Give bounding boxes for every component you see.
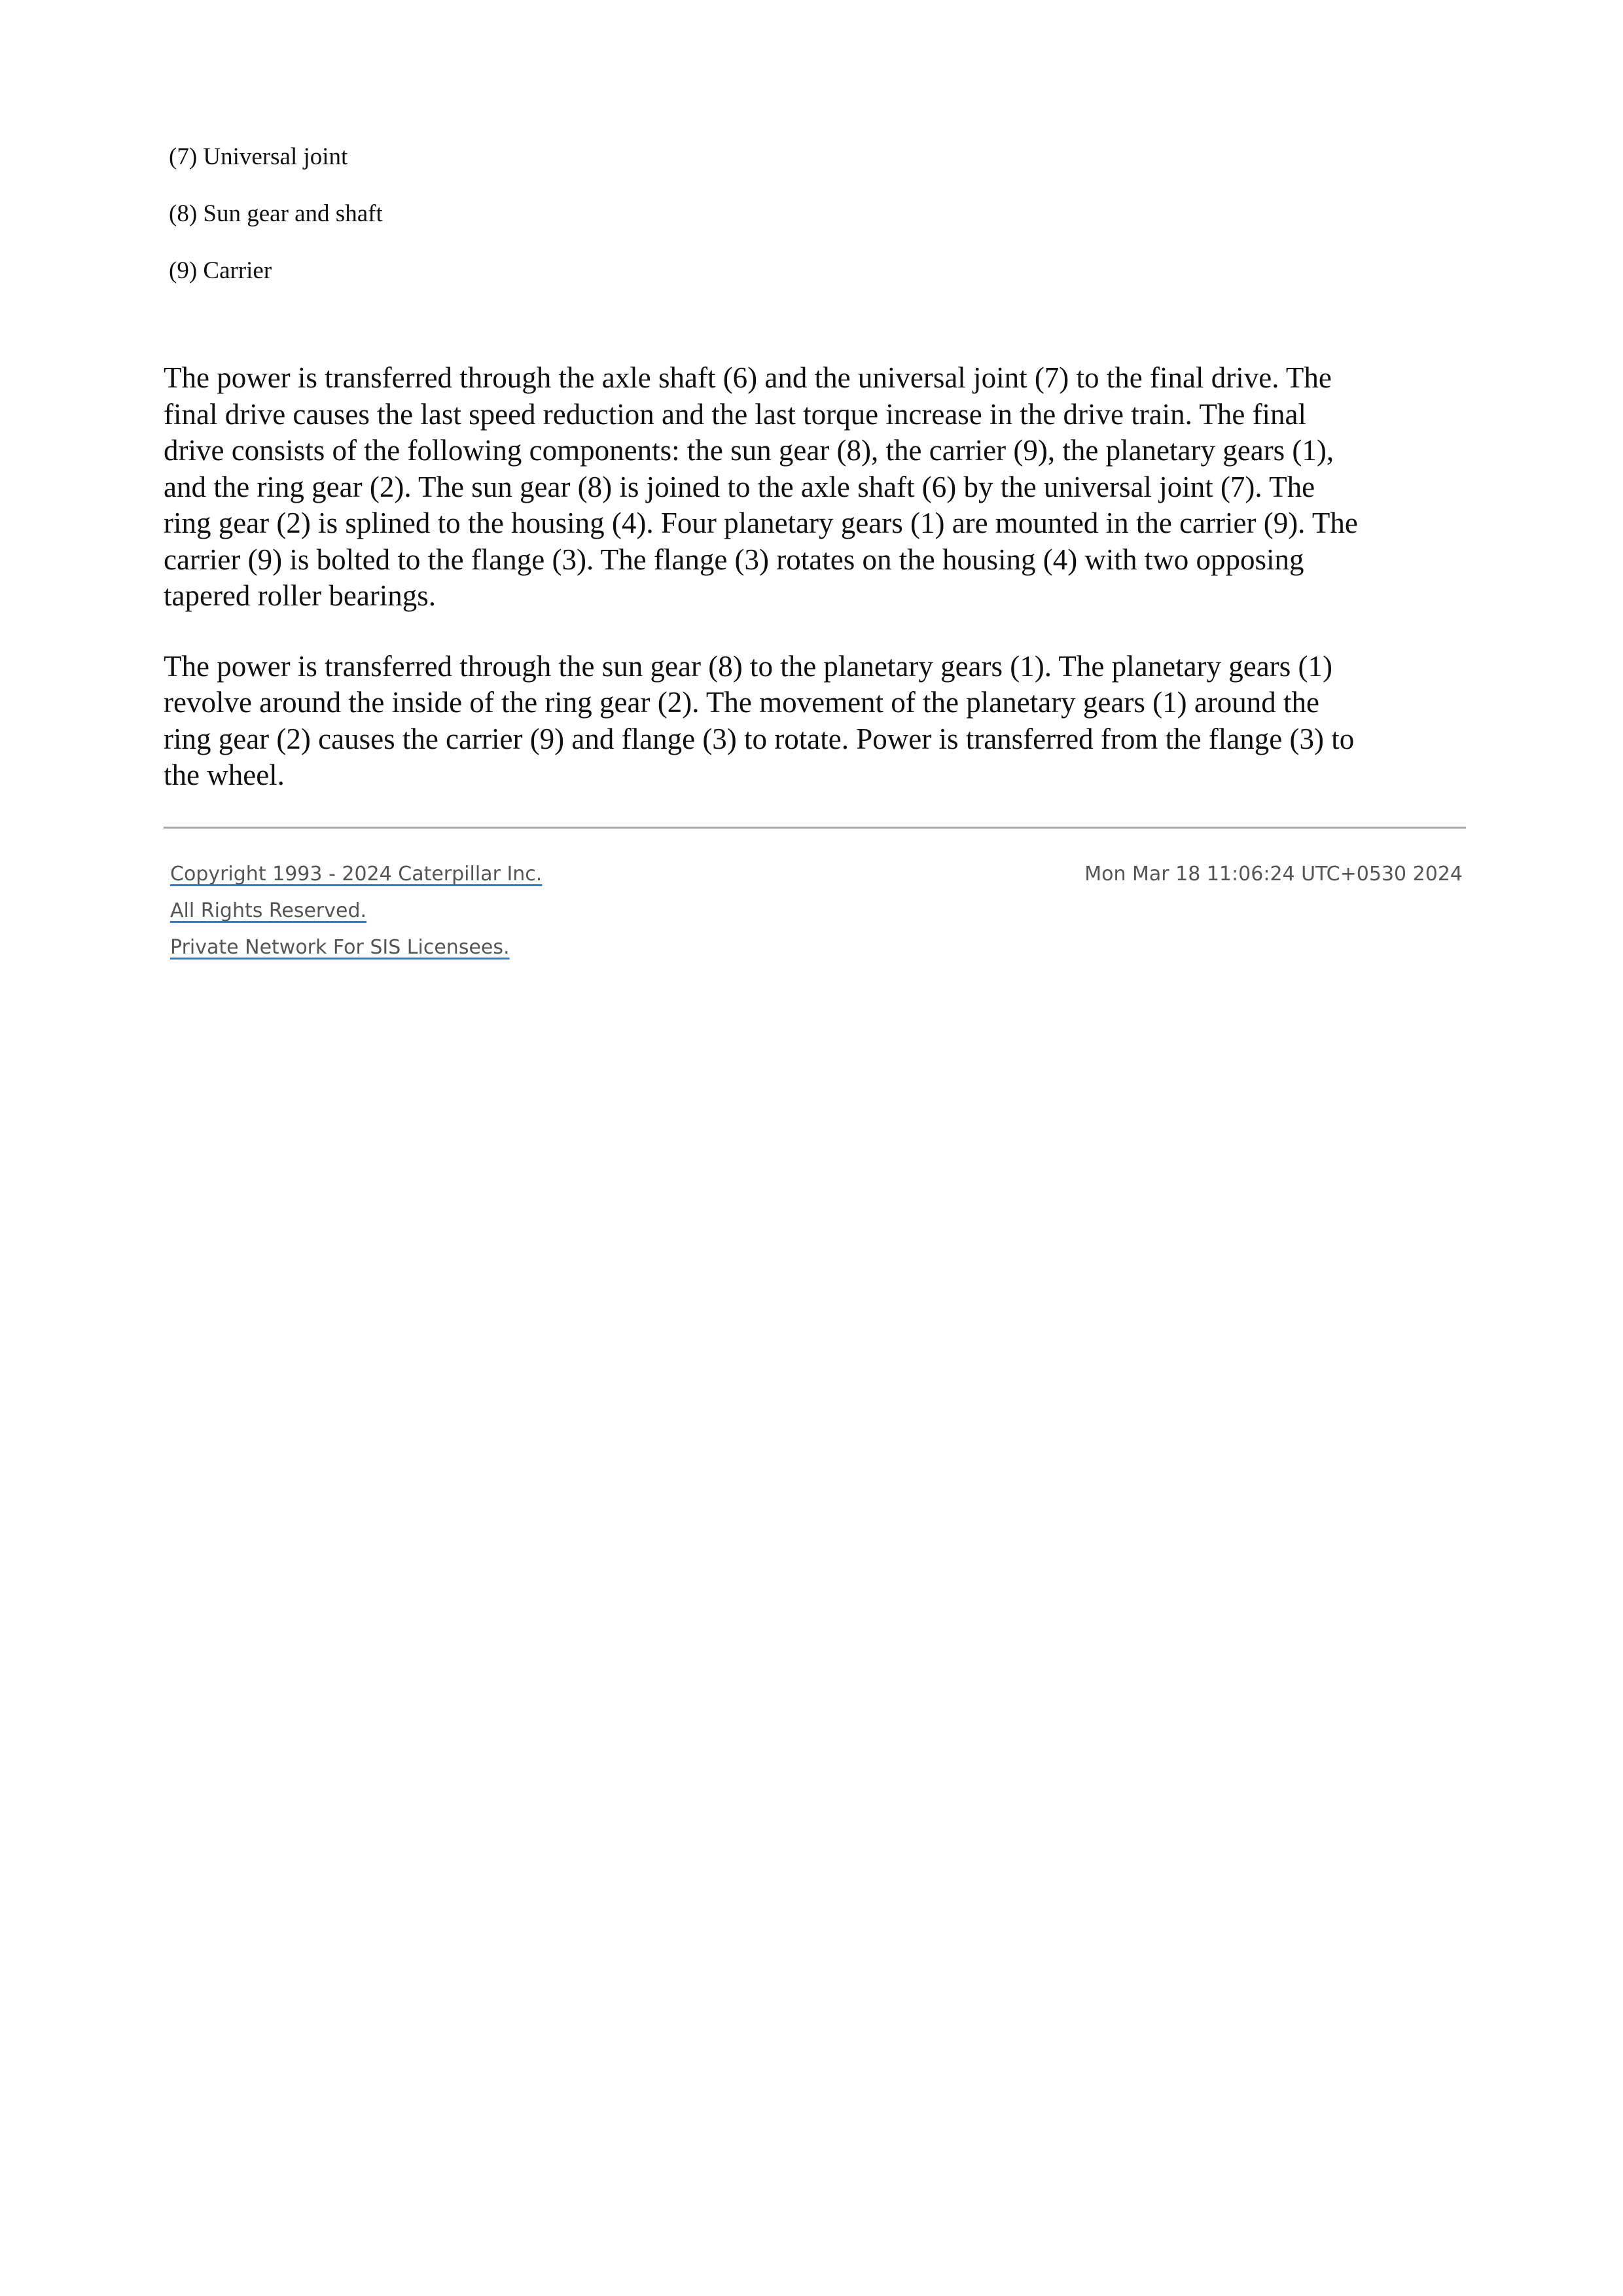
paragraph-power-flow — [164, 360, 1472, 615]
private-network-link[interactable]: Private Network For SIS Licensees. — [170, 936, 510, 959]
footer-links — [170, 863, 542, 973]
text-line: and the ring gear (2). The sun gear (8) is joined to the axle shaft (6) by the universal joint (7). The — [164, 470, 1315, 503]
parts-legend — [169, 143, 954, 314]
text-line: ring gear (2) causes the carrier (9) and flange (3) to rotate. Power is transferred from the flange (3) to — [164, 722, 1355, 755]
legend-item-universal-joint: (7) Universal joint — [169, 143, 348, 170]
text-line: carrier (9) is bolted to the flange (3). The flange (3) rotates on the housing (4) with two opposing — [164, 543, 1304, 576]
rights-reserved-link[interactable]: All Rights Reserved. — [170, 899, 367, 922]
text-line: revolve around the inside of the ring gear (2). The movement of the planetary gears (1) around the — [164, 686, 1320, 719]
legend-item-sun-gear-and-shaft: (8) Sun gear and shaft — [169, 200, 383, 227]
legend-item-carrier: (9) Carrier — [169, 257, 272, 284]
footer-divider — [164, 827, 1466, 829]
text-line: ring gear (2) is splined to the housing (4). Four planetary gears (1) are mounted in the carrier (9). The — [164, 507, 1358, 539]
copyright-link[interactable]: Copyright 1993 - 2024 Caterpillar Inc. — [170, 863, 543, 886]
text-line: drive consists of the following components: the sun gear (8), the carrier (9), the planetary gears (1), — [164, 434, 1334, 467]
text-line: the wheel. — [164, 759, 285, 791]
footer-timestamp: Mon Mar 18 11:06:24 UTC+0530 2024 — [1084, 863, 1463, 886]
paragraph-planetary-operation — [164, 649, 1472, 794]
body-text — [164, 360, 1472, 794]
text-line: The power is transferred through the axle shaft (6) and the universal joint (7) to the final drive. The — [164, 361, 1332, 394]
text-line: The power is transferred through the sun gear (8) to the planetary gears (1). The planetary gears (1) — [164, 649, 1332, 683]
text-line: tapered roller bearings. — [164, 579, 437, 612]
text-line: final drive causes the last speed reduction and the last torque increase in the drive train. The final — [164, 397, 1307, 431]
